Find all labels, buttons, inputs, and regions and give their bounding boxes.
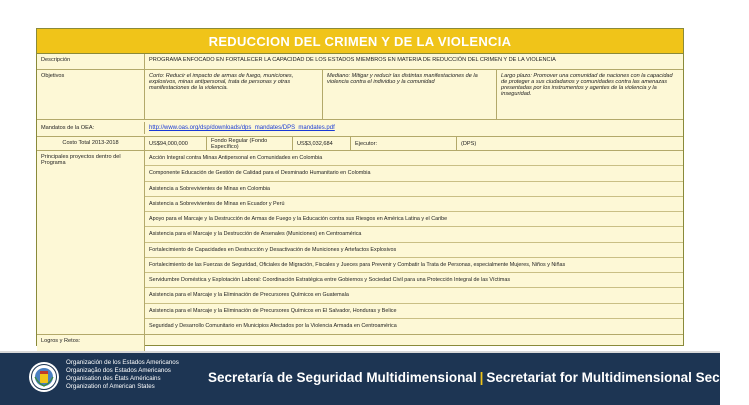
project-item: Apoyo para el Marcaje y la Destrucción de Armas de Fuego y la Educación contra sus Riesgos en América Latina y el Caribe bbox=[145, 212, 683, 227]
project-item: Acción Integral contra Minas Antipersonal en Comunidades en Colombia bbox=[145, 151, 683, 166]
project-item: Asistencia para el Marcaje y la Destrucción de Arsenales (Municiones) en Centroamérica bbox=[145, 227, 683, 242]
project-item: Fortalecimiento de las Fuerzas de Seguridad, Oficiales de Migración, Fiscales y Jueces para Prevenir y Combatir la Trata de Personas, especialmente Mujeres, Niños y Niñas bbox=[145, 258, 683, 273]
regular-fund-label: Fondo Regular (Fondo Específico) bbox=[207, 137, 293, 150]
objective-long: Largo plazo: Promover una comunidad de naciones con la capacidad de proteger a sus ciudadanos y comunidades contra las amenazas presentadas por los instrumentos y agentes de la violencia y la inseguridad. bbox=[501, 73, 673, 97]
project-item: Componente Educación de Gestión de Calidad para el Desminado Humanitario en Colombia bbox=[145, 166, 683, 181]
logros-label: Logros y Retos: bbox=[37, 335, 145, 367]
secretariat-es: Secretaría de Seguridad Multidimensional bbox=[208, 370, 477, 385]
objective-short: Corto: Reducir el impacto de armas de fuego, municiones, explosivos, minas antipersonal, trata de personas y otras manifestaciones de la violencia. bbox=[145, 70, 323, 119]
project-item: Seguridad y Desarrollo Comunitario en Municipios Afectados por la Violencia Armada en Centroamérica bbox=[149, 323, 397, 330]
project-item: Asistencia a Sobrevivientes de Minas en Colombia bbox=[145, 182, 683, 197]
secretariat-title bbox=[208, 370, 749, 385]
org-name-es: Organización de los Estados Americanos bbox=[66, 359, 179, 366]
secretariat-en: Secretariat for Multidimensional Security bbox=[486, 370, 749, 385]
objective-medium: Mediano: Mitigar y reducir las distintas manifestaciones de la violencia contra el individuo y la comunidad bbox=[323, 70, 497, 119]
mandates-row bbox=[37, 120, 683, 137]
regular-fund-value: US$3,032,684 bbox=[293, 137, 351, 150]
objectives-row bbox=[37, 70, 683, 120]
org-name-pt: Organização dos Estados Americanos bbox=[66, 367, 171, 374]
project-item: Asistencia para el Marcaje y la Eliminación de Precursores Químicos en Guatemala bbox=[145, 288, 683, 303]
secretariat-separator: | bbox=[479, 370, 484, 385]
costs-row bbox=[37, 137, 683, 151]
total-cost-label: Costo Total 2013-2018 bbox=[37, 137, 145, 150]
table-title: REDUCCION DEL CRIMEN Y DE LA VIOLENCIA bbox=[37, 29, 683, 54]
projects-label: Principales proyectos dentro del Programa bbox=[37, 151, 145, 334]
description-row bbox=[37, 54, 683, 70]
projects-list bbox=[145, 151, 683, 334]
org-names bbox=[66, 359, 179, 391]
projects-row bbox=[37, 151, 683, 335]
project-item: Asistencia a Sobrevivientes de Minas en Ecuador y Perú bbox=[145, 197, 683, 212]
footer-banner bbox=[0, 353, 749, 405]
project-item: Servidumbre Doméstica y Explotación Laboral: Coordinación Estratégica entre Gobiernos y Sociedad Civil para una Protección Integral de las Víctimas bbox=[145, 273, 683, 288]
project-item: Fortalecimiento de Capacidades en Destrucción y Desactivación de Municiones y Artefactos Explosivos bbox=[145, 243, 683, 258]
executor-label: Ejecutor: bbox=[351, 137, 457, 150]
executor-value: (DPS) bbox=[461, 140, 477, 147]
mandates-link[interactable]: http://www.oas.org/dsp/downloads/dps_mandates/DPS_mandates.pdf bbox=[149, 125, 335, 131]
total-cost-value: US$94,000,000 bbox=[145, 137, 207, 150]
project-item: Asistencia para el Marcaje y la Eliminación de Precursores Químicos en El Salvador, Honduras y Belice bbox=[145, 304, 683, 319]
mandates-label: Mandatos de la OEA: bbox=[37, 122, 145, 134]
program-table bbox=[36, 28, 684, 346]
org-name-fr: Organisation des États Américains bbox=[66, 375, 161, 382]
description-text: PROGRAMA ENFOCADO EN FORTALECER LA CAPACIDAD DE LOS ESTADOS MIEMBROS EN MATERIA DE REDUCCIÓN DEL CRIMEN Y DE LA VIOLENCIA bbox=[149, 57, 556, 63]
objectives-label: Objetivos bbox=[37, 70, 145, 119]
org-name-en: Organization of American States bbox=[66, 383, 155, 390]
description-label: Descripción bbox=[37, 54, 145, 69]
oas-seal-icon bbox=[28, 361, 60, 393]
